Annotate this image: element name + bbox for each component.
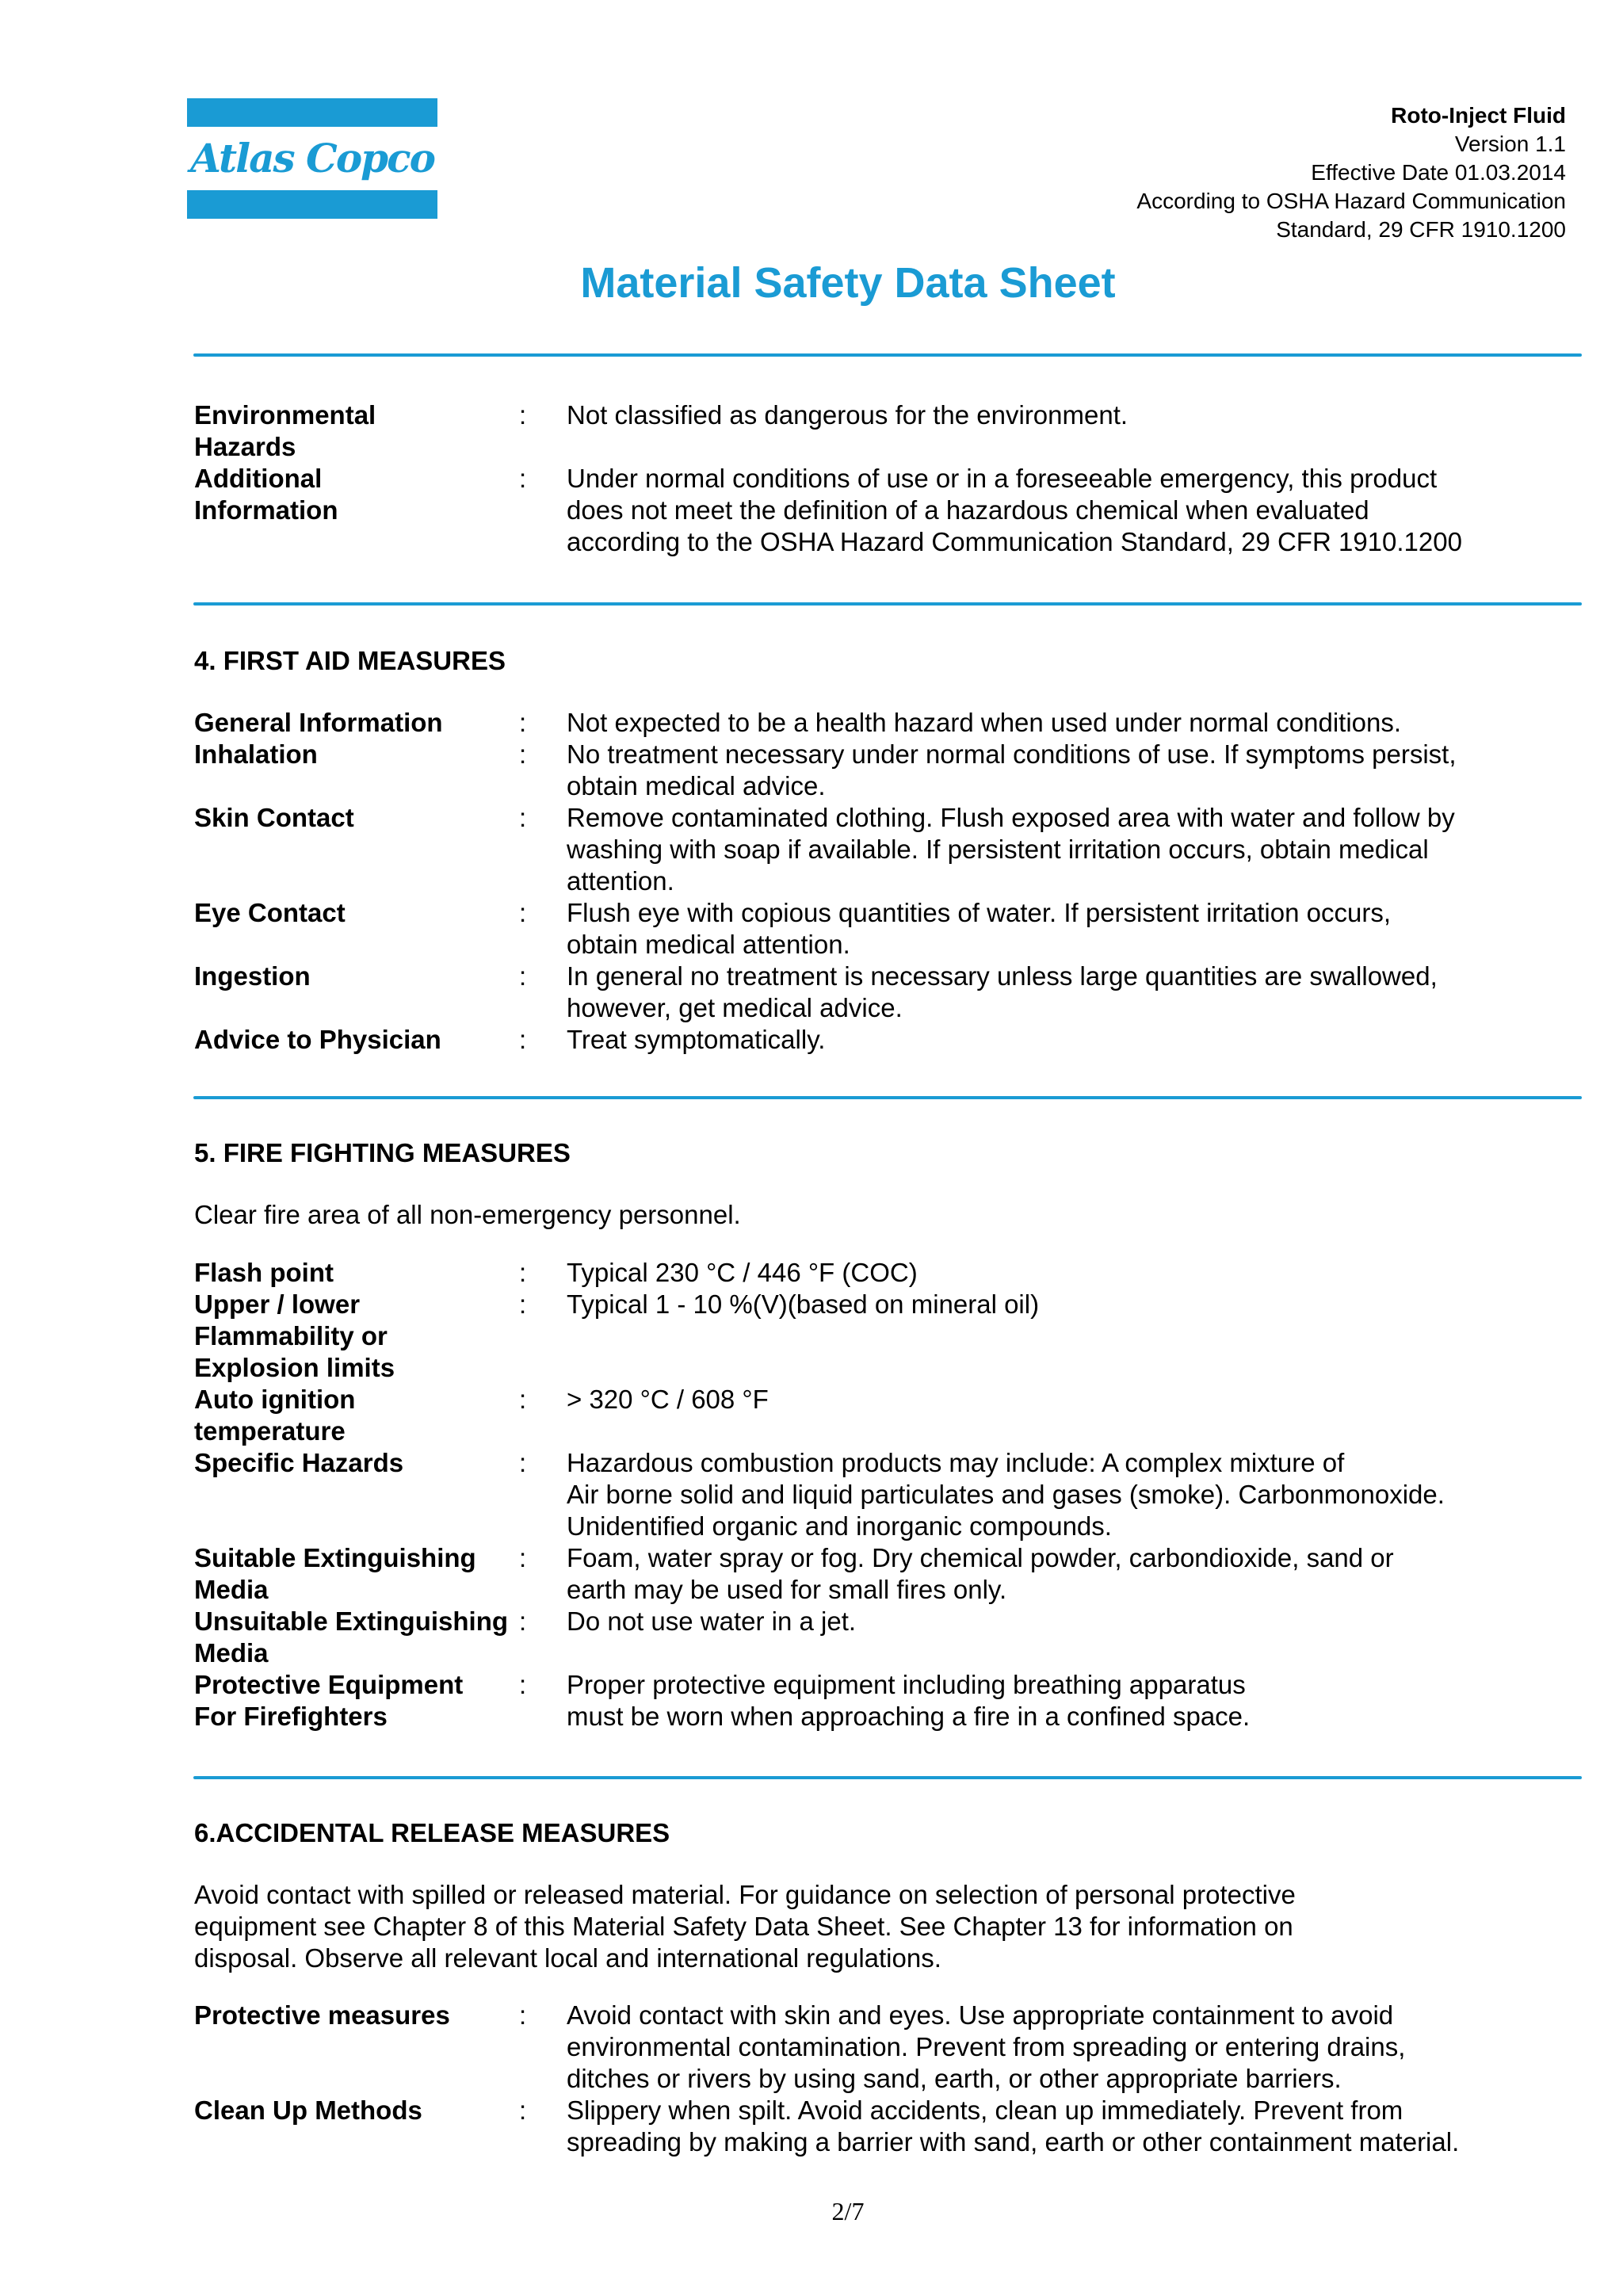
field-label: Ingestion [194, 961, 311, 991]
field-label: General Information [194, 708, 443, 737]
field-colon: : [519, 1289, 527, 1319]
hazards-section [194, 399, 1573, 558]
field-colon: : [519, 1025, 527, 1054]
field-row [194, 1447, 1573, 1542]
field-colon: : [519, 400, 527, 430]
field-label: Upper / lower Flammability or Explosion limits [194, 1289, 395, 1382]
field-colon: : [519, 1606, 527, 1636]
field-value: In general no treatment is necessary unless large quantities are swallowed, however, get medical advice. [567, 961, 1438, 1022]
field-row [194, 1289, 1573, 1384]
field-value: Treat symptomatically. [567, 1025, 826, 1054]
field-row [194, 399, 1573, 463]
field-value: Foam, water spray or fog. Dry chemical powder, carbondioxide, sand or earth may be used for small fires only. [567, 1543, 1394, 1604]
field-row [194, 1257, 1573, 1289]
field-label: Advice to Physician [194, 1025, 441, 1054]
field-colon: : [519, 803, 527, 832]
field-row [194, 1024, 1573, 1056]
field-value: > 320 °C / 608 °F [567, 1385, 769, 1414]
section-heading: 4. FIRST AID MEASURES [194, 646, 506, 675]
logo-wordmark: Atlas Copco [190, 135, 434, 181]
field-label: Protective Equipment For Firefighters [194, 1670, 464, 1731]
field-colon: : [519, 1258, 527, 1287]
field-label: Protective measures [194, 2000, 450, 2030]
section-divider [193, 602, 1582, 606]
field-value: Typical 1 - 10 %(V)(based on mineral oil) [567, 1289, 1040, 1319]
field-colon: : [519, 2000, 527, 2030]
field-label: Additional Information [194, 464, 338, 525]
field-row [194, 802, 1573, 897]
field-value: Slippery when spilt. Avoid accidents, clean up immediately. Prevent from spreading by making a barrier with sand, earth or other containment material. [567, 2095, 1460, 2157]
field-label: Clean Up Methods [194, 2095, 422, 2125]
field-colon: : [519, 739, 527, 769]
field-row [194, 2095, 1573, 2158]
field-value: Do not use water in a jet. [567, 1606, 857, 1636]
page-title: Material Safety Data Sheet [580, 259, 1116, 307]
product-name: Roto-Inject Fluid [1391, 103, 1566, 128]
field-label: Environmental Hazards [194, 400, 376, 461]
effective-date: Effective Date 01.03.2014 [1311, 160, 1566, 185]
field-colon: : [519, 464, 527, 493]
field-row [194, 1542, 1573, 1606]
field-label: Suitable Extinguishing Media [194, 1543, 476, 1604]
field-colon: : [519, 898, 527, 927]
field-row [194, 739, 1573, 802]
field-row [194, 2000, 1573, 2095]
fire-fighting-section [194, 1137, 1573, 1733]
section-heading: 5. FIRE FIGHTING MEASURES [194, 1138, 571, 1167]
field-colon: : [519, 1385, 527, 1414]
section-divider [193, 1096, 1582, 1099]
field-row [194, 961, 1573, 1024]
field-value: Hazardous combustion products may include: A complex mixture of Air borne solid and liquid particulates and gases (smoke). Carbonmonoxide. Unidentified organic and inorganic compounds. [567, 1448, 1445, 1541]
section-heading: 6.ACCIDENTAL RELEASE MEASURES [194, 1818, 670, 1847]
field-row [194, 1669, 1573, 1733]
version: Version 1.1 [1454, 132, 1566, 156]
field-value: Proper protective equipment including breathing apparatus must be worn when approaching a fire in a confined space. [567, 1670, 1251, 1731]
field-value: Under normal conditions of use or in a foreseeable emergency, this product does not meet the definition of a hazardous chemical when evaluated according to the OSHA Hazard Communication Standard, 29 CFR 1910.1200 [567, 464, 1462, 556]
section-intro: Clear fire area of all non-emergency personnel. [194, 1200, 741, 1229]
field-row [194, 707, 1573, 739]
section-divider [193, 353, 1582, 357]
field-colon: : [519, 961, 527, 991]
field-colon: : [519, 1543, 527, 1572]
atlas-copco-logo [187, 98, 437, 219]
field-colon: : [519, 708, 527, 737]
field-label: Inhalation [194, 739, 318, 769]
document-header-info [964, 101, 1566, 244]
logo-bottom-bar [187, 190, 437, 219]
field-row [194, 463, 1573, 558]
field-label: Eye Contact [194, 898, 346, 927]
field-row [194, 897, 1573, 961]
field-label: Auto ignition temperature [194, 1385, 356, 1446]
standard-line-2: Standard, 29 CFR 1910.1200 [1276, 217, 1566, 242]
field-colon: : [519, 2095, 527, 2125]
field-value: Flush eye with copious quantities of water. If persistent irritation occurs, obtain medical attention. [567, 898, 1391, 959]
field-row [194, 1606, 1573, 1669]
logo-top-bar [187, 98, 437, 127]
accidental-release-section [194, 1817, 1573, 2158]
field-label: Skin Contact [194, 803, 354, 832]
field-colon: : [519, 1448, 527, 1477]
standard-line-1: According to OSHA Hazard Communication [1136, 189, 1566, 213]
field-value: Remove contaminated clothing. Flush exposed area with water and follow by washing with soap if available. If persistent irritation occurs, obtain medical attention. [567, 803, 1455, 896]
field-row [194, 1384, 1573, 1447]
field-value: Typical 230 °C / 446 °F (COC) [567, 1258, 918, 1287]
first-aid-section [194, 645, 1573, 1056]
field-value: Not classified as dangerous for the environment. [567, 400, 1128, 430]
section-divider [193, 1776, 1582, 1779]
field-label: Specific Hazards [194, 1448, 404, 1477]
field-colon: : [519, 1670, 527, 1699]
field-label: Unsuitable Extinguishing Media [194, 1606, 509, 1668]
section-intro: Avoid contact with spilled or released material. For guidance on selection of personal protective equipment see Chapter 8 of this Material Safety Data Sheet. See Chapter 13 for information on disposal. Observe all relevant local and international regulations. [194, 1880, 1296, 1973]
field-value: Avoid contact with skin and eyes. Use appropriate containment to avoid environmental contamination. Prevent from spreading or entering drains, ditches or rivers by using sand, earth, or other appropriate barriers. [567, 2000, 1406, 2093]
field-label: Flash point [194, 1258, 334, 1287]
field-value: Not expected to be a health hazard when used under normal conditions. [567, 708, 1402, 737]
field-value: No treatment necessary under normal conditions of use. If symptoms persist, obtain medical advice. [567, 739, 1457, 800]
page-number: 2/7 [831, 2197, 865, 2225]
